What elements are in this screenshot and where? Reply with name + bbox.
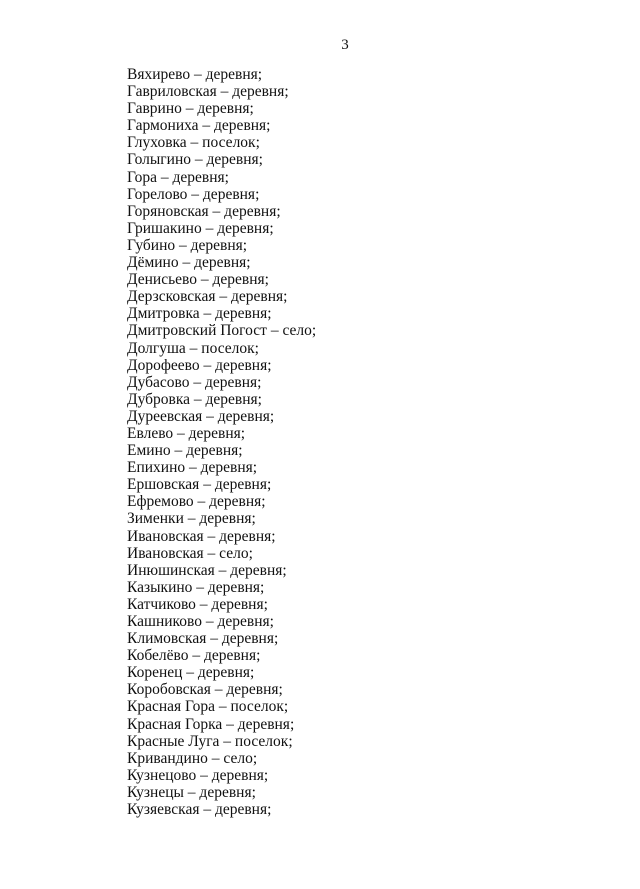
list-item: Кашниково – деревня; bbox=[127, 613, 274, 630]
page-number: 3 bbox=[341, 37, 349, 53]
list-item: Климовская – деревня; bbox=[127, 630, 279, 648]
list-item: Кузяевская – деревня; bbox=[127, 801, 272, 819]
list-item: Денисьево – деревня; bbox=[127, 271, 269, 289]
list-item: Дорофеево – деревня; bbox=[127, 356, 272, 374]
list-item: Красная Горка – деревня; bbox=[127, 715, 295, 733]
list-item: Ершовская – деревня; bbox=[127, 476, 272, 494]
list-item: Гармониха – деревня; bbox=[127, 117, 271, 135]
list-item: Дубасово – деревня; bbox=[127, 373, 262, 391]
list-item: Инюшинская – деревня; bbox=[127, 561, 287, 579]
list-item: Кузнецы – деревня; bbox=[127, 783, 256, 801]
list-item: Красная Гора – поселок; bbox=[127, 698, 289, 716]
list-item: Горяновская – деревня; bbox=[127, 202, 281, 220]
list-item: Ивановская – деревня; bbox=[127, 527, 276, 545]
list-item: Долгуша – поселок; bbox=[127, 339, 259, 357]
list-item: Дерзсковская – деревня; bbox=[127, 288, 288, 306]
settlement-list bbox=[127, 66, 316, 818]
list-item: Дубровка – деревня; bbox=[127, 390, 262, 408]
list-item: Катчиково – деревня; bbox=[127, 595, 268, 613]
list-item: Глуховка – поселок; bbox=[127, 134, 260, 152]
list-item: Кобелёво – деревня; bbox=[127, 647, 261, 665]
list-item: Дёмино – деревня; bbox=[127, 254, 251, 272]
list-item: Гавриловская – деревня; bbox=[127, 83, 289, 101]
list-item: Ивановская – село; bbox=[127, 544, 253, 562]
list-item: Дмитровский Погост – село; bbox=[127, 322, 317, 340]
list-item: Коробовская – деревня; bbox=[127, 681, 283, 699]
list-item: Гора – деревня; bbox=[127, 168, 229, 186]
list-item: Дмитровка – деревня; bbox=[127, 305, 272, 323]
list-item: Кузнецово – деревня; bbox=[127, 766, 269, 784]
list-item: Гаврино – деревня; bbox=[127, 100, 254, 118]
list-item: Емино – деревня; bbox=[127, 442, 243, 460]
list-item: Кривандино – село; bbox=[127, 749, 258, 767]
list-item: Евлево – деревня; bbox=[127, 424, 246, 442]
list-item: Вяхирево – деревня; bbox=[127, 66, 263, 83]
list-item: Голыгино – деревня; bbox=[127, 151, 263, 169]
list-item: Зименки – деревня; bbox=[127, 510, 256, 528]
list-item: Горелово – деревня; bbox=[127, 185, 260, 203]
list-item: Губино – деревня; bbox=[127, 236, 248, 254]
list-item: Ефремово – деревня; bbox=[127, 493, 266, 511]
list-item: Дуреевская – деревня; bbox=[127, 407, 275, 425]
list-item: Коренец – деревня; bbox=[127, 664, 255, 682]
list-item: Епихино – деревня; bbox=[127, 459, 258, 477]
list-item: Красные Луга – поселок; bbox=[127, 732, 293, 750]
list-item: Гришакино – деревня; bbox=[127, 219, 274, 237]
list-item: Казыкино – деревня; bbox=[127, 578, 265, 596]
